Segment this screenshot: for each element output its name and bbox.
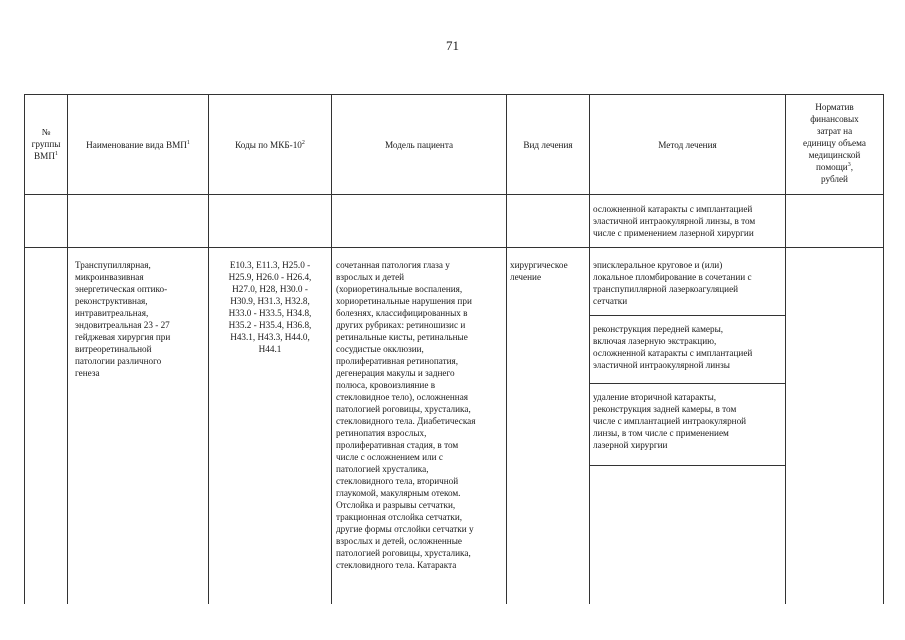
icd-codes-text: E10.3, E11.3, H25.0 - H25.9, H26.0 - H26.4, H27.0, H28, H30.0 - H30.9, H31.3, H32.8, H33.0 - H33.5, H34.8, H35.2 - H35.4, H36.8, H43.1, H43.3, H44.0, H44.1	[228, 260, 312, 354]
column-divider-5	[589, 94, 590, 604]
method-text-3: удаление вторичной катаракты, реконструкция задней камеры, в том числе с имплантацией интраокулярной линзы, в том числе с применением лазерной хирургии	[593, 392, 747, 450]
header-patient-model: Модель пациента	[384, 140, 454, 150]
header-cost-norm: Норматив финансовых затрат на единицу объема медицинской помощи$^3$, рублей	[803, 102, 866, 184]
table-right-border	[883, 94, 884, 604]
header-treatment-method: Метод лечения	[658, 140, 717, 150]
table-left-border	[24, 94, 25, 604]
column-divider-1	[67, 94, 68, 604]
header-bottom-border	[24, 194, 883, 195]
treatment-type-text: хирургическое лечение	[510, 260, 568, 282]
header-group-number: № группы ВМП$^1$	[31, 127, 61, 161]
column-divider-4	[506, 94, 507, 604]
method-row-divider-1	[589, 315, 785, 316]
method-text-1: эписклеральное круговое и (или) локальное пломбирование в сочетании с транспупиллярной лазеркоагуляцией сетчатки	[593, 260, 752, 306]
continuation-method-text: осложненной катаракты с имплантацией эластичной интраокулярной линзы, в том числе с применением лазерной хирургии	[593, 204, 756, 238]
table-top-border	[24, 94, 883, 95]
method-row-divider-2	[589, 383, 785, 384]
header-vmp-name: Наименование вида ВМП$^1$	[86, 139, 190, 150]
method-text-2: реконструкция передней камеры, включая лазерную экстракцию, осложненной катаракты с имплантацией эластичной интраокулярной линзы	[593, 324, 753, 370]
continuation-row-border	[24, 247, 883, 248]
header-treatment-type: Вид лечения	[523, 140, 573, 150]
column-divider-3	[331, 94, 332, 604]
method-row-divider-3	[589, 465, 785, 466]
patient-model-text: сочетанная патология глаза у взрослых и детей (хориоретинальные воспаления, хориоретинальные нарушения при болезнях, классифицированных в других рубриках: ретиношизис и ретинальные кисты, ретинальные сосудистые окклюзии, пролиферативная ретинопатия, дегенерация макулы и заднего полюса, кровоизлияние в стекловидное тело), осложненная патологией роговицы, хрусталика, стекловидного тела. Диабетическая ретинопатия взрослых, пролиферативная стадия, в том числе с осложнением или с патологией хрусталика, стекловидного тела, вторичной глаукомой, макулярным отеком. Отслойка и разрывы сетчатки, тракционная отслойка сетчатки, другие формы отслойки сетчатки у взрослых и детей, осложненные патологией роговицы, хрусталика, стекловидного тела. Катаракта	[336, 260, 476, 570]
vmp-name-text: Транспупиллярная, микроинвазивная энергетическая оптико- реконструктивная, интравитреальная, эндовитреальная 23 - 27 гейджевая хирургия при витреоретинальной патологии различного генеза	[75, 260, 171, 378]
page-number: 71	[446, 38, 459, 53]
header-icd-codes: Коды по МКБ-$10^2$	[235, 139, 305, 150]
